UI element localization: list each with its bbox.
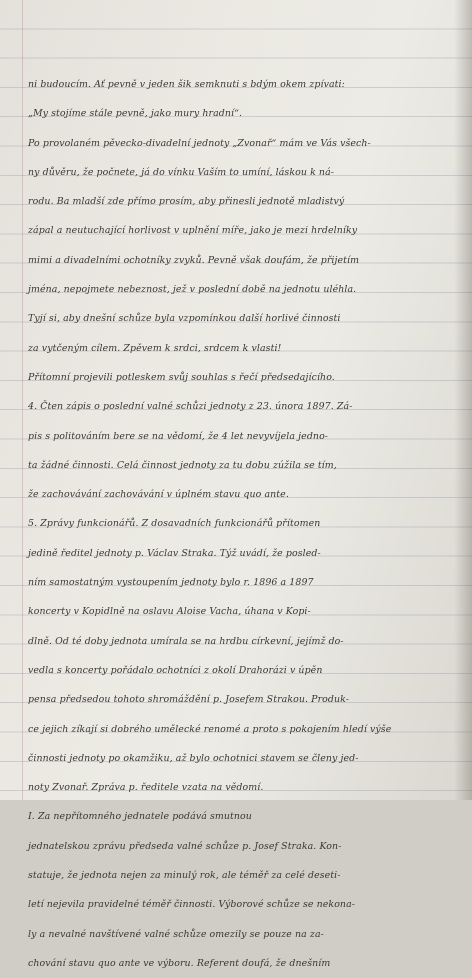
text-line: ním samostatným vystoupením jednoty bylo r. 1896 a 1897 [28,577,314,589]
text-line: pensa předsedou tohoto shromáždění p. Josefem Strakou. Produk- [28,694,350,706]
text-line: Tyjí si, aby dnešní schůze byla vzpomínkou další horlivé činnosti [28,313,341,325]
text-line: rodu. Ba mladší zde přímo prosím, aby přinesli jednotě mladistvý [28,196,345,208]
text-line: pis s politováním bere se na vědomí, že 4 let nevyvíjela jedno- [28,430,329,442]
text-line: statuje, že jednota nejen za minulý rok, ale téměř za celé deseti- [28,870,341,882]
text-line: že zachovávání zachovávání v úplném stavu quo ante. [28,489,289,501]
text-line: Přítomní projevili potleskem svůj souhlas s řečí předsedajícího. [28,371,335,383]
text-line: mimi a divadelními ochotníky zvyků. Pevně však doufám, že přijetím [28,254,360,266]
text-line: jedině ředitel jednoty p. Václav Straka. Týž uvádí, že posled- [28,547,321,559]
text-line: „My stojíme stále pevně, jako mury hradní“. [28,108,243,120]
text-line: I. Za nepřítomného jednatele podává smutnou [28,811,252,823]
text-line: jednatelskou zprávu předseda valné schůze p. Josef Straka. Kon- [28,840,342,852]
text-line: 4. Čten zápis o poslední valné schůzi jednoty z 23. února 1897. Zá- [28,401,353,413]
text-line: vedla s koncerty pořádalo ochotníci z okolí Drahorázi v úpěn [28,664,323,676]
text-line: ni budoucím. Ať pevně v jeden šik semknuti s bdým okem zpívati: [28,79,345,90]
text-line: dlně. Od té doby jednota umírala se na hrdbu církevní, jejímž do- [28,635,344,647]
text-line: ce jejich zíkají si dobrého umělecké renomé a proto s pokojením hledí výše [28,723,392,735]
text-line: ny důvěru, že počnete, já do vínku Vaším to umíní, láskou k ná- [28,166,335,178]
handwritten-text-block [28,70,462,978]
text-line: noty Zvonař. Zpráva p. ředitele vzata na vědomí. [28,782,264,794]
text-line: zápal a neutuchající horlivost v uplnění míře, jako je mezi hrdelníky [28,225,358,237]
text-line: za vytčeným cílem. Zpěvem k srdci, srdcem k vlasti! [28,342,282,354]
text-line: koncerty v Kopidlně na oslavu Aloise Vacha, úhana v Kopi- [28,606,311,618]
text-line: 5. Zprávy funkcionářů. Z dosavadních funkcionářů přítomen [28,518,321,530]
text-line: ta žádné činnosti. Celá činnost jednoty za tu dobu zúžila se tím, [28,459,337,471]
text-line: ly a nevalné navštívené valné schůze omezily se pouze na za- [28,928,324,940]
text-line: činnosti jednoty po okamžiku, až bylo ochotnici stavem se členy jed- [28,752,359,764]
text-line: chování stavu quo ante ve výboru. Referent doufá, že dnešním [28,957,331,969]
page-margin-line [22,0,23,800]
text-line: Po provolaném pěvecko-divadelní jednoty „Zvonař“ mám ve Vás všech- [28,137,371,149]
text-line: letí nejevila pravidelné téměř činnosti. Výborové schůze se nekona- [28,899,356,911]
text-line: jména, nepojmete nebeznost, jež v poslední době na jednotu uléhla. [28,284,357,296]
